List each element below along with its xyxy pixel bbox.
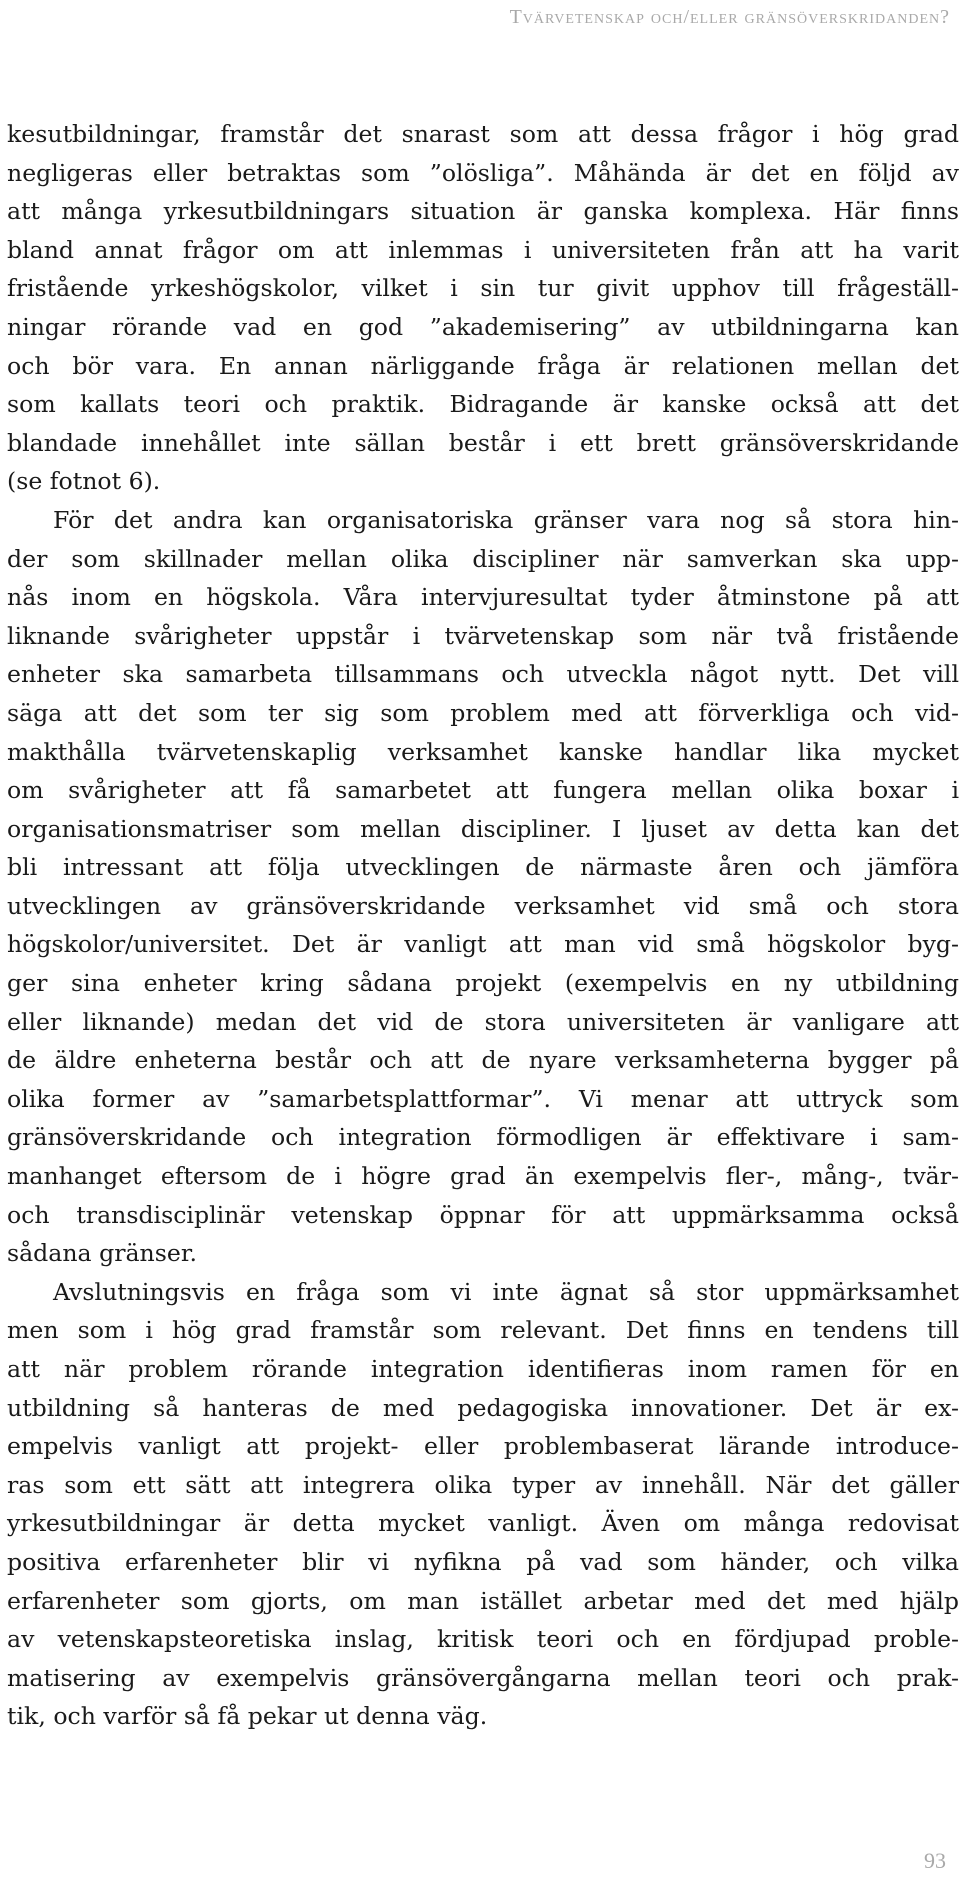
text-line: de äldre enheterna består och att de nyare verksamheterna bygger på bbox=[7, 1046, 959, 1075]
text-line: positiva erfarenheter blir vi nyfikna på vad som händer, och vilka bbox=[7, 1547, 959, 1576]
text-line: matisering av exempelvis gränsövergångarna mellan teori och prak- bbox=[7, 1663, 959, 1692]
text-line: utbildning så hanteras de med pedagogiska innovationer. Det är ex- bbox=[7, 1393, 959, 1422]
text-line: Avslutningsvis en fråga som vi inte ägnat så stor uppmärksamhet bbox=[53, 1277, 959, 1306]
text-line: (se fotnot 6). bbox=[7, 467, 161, 496]
text-line: högskolor/universitet. Det är vanligt att man vid små högskolor byg- bbox=[7, 930, 959, 959]
text-line: fristående yrkeshögskolor, vilket i sin tur givit upphov till frågeställ- bbox=[7, 274, 959, 303]
body-text bbox=[7, 115, 959, 1736]
text-line: som kallats teori och praktik. Bidragande är kanske också att det bbox=[7, 390, 959, 419]
text-line: utvecklingen av gränsöverskridande verksamhet vid små och stora bbox=[7, 891, 959, 920]
text-line: gränsöverskridande och integration förmodligen är effektivare i sam- bbox=[7, 1123, 959, 1152]
text-line: och bör vara. En annan närliggande fråga är relationen mellan det bbox=[7, 351, 959, 380]
text-line: eller liknande) medan det vid de stora universiteten är vanligare att bbox=[7, 1007, 959, 1036]
running-head: Tvärvetenskap och/eller gränsöverskridanden? bbox=[509, 6, 950, 28]
text-line: makthålla tvärvetenskaplig verksamhet kanske handlar lika mycket bbox=[7, 737, 959, 766]
text-line: liknande svårigheter uppstår i tvärvetenskap som när två fristående bbox=[7, 621, 959, 650]
text-line: yrkesutbildningar är detta mycket vanligt. Även om många redovisat bbox=[7, 1509, 959, 1538]
page-number: 93 bbox=[924, 1848, 946, 1873]
text-line: att många yrkesutbildningars situation är ganska komplexa. Här finns bbox=[7, 197, 959, 226]
text-line: erfarenheter som gjorts, om man istället arbetar med det med hjälp bbox=[7, 1586, 959, 1615]
text-line: säga att det som ter sig som problem med att förverkliga och vid- bbox=[7, 698, 959, 727]
text-line: ger sina enheter kring sådana projekt (exempelvis en ny utbildning bbox=[7, 969, 959, 998]
paragraph bbox=[7, 501, 959, 1273]
text-line: nås inom en högskola. Våra intervjuresultat tyder åtminstone på att bbox=[7, 583, 959, 612]
text-line: empelvis vanligt att projekt- eller problembaserat lärande introduce- bbox=[7, 1432, 959, 1461]
text-line: bland annat frågor om att inlemmas i universiteten från att ha varit bbox=[7, 235, 959, 264]
text-line: olika former av ”samarbetsplattformar”. Vi menar att uttryck som bbox=[7, 1084, 959, 1113]
text-line: om svårigheter att få samarbetet att fungera mellan olika boxar i bbox=[7, 776, 959, 805]
text-line: och transdisciplinär vetenskap öppnar för att uppmärksamma också bbox=[7, 1200, 959, 1229]
text-line: ras som ett sätt att integrera olika typer av innehåll. När det gäller bbox=[7, 1470, 959, 1499]
text-line: kesutbildningar, framstår det snarast som att dessa frågor i hög grad bbox=[7, 120, 959, 148]
text-line: enheter ska samarbeta tillsammans och utveckla något nytt. Det vill bbox=[7, 660, 959, 689]
text-line: negligeras eller betraktas som ”olösliga”. Måhända är det en följd av bbox=[7, 158, 959, 187]
text-line: av vetenskapsteoretiska inslag, kritisk teori och en fördjupad proble- bbox=[7, 1625, 959, 1654]
text-line: att när problem rörande integration identifieras inom ramen för en bbox=[7, 1355, 959, 1383]
text-line: tik, och varför så få pekar ut denna väg. bbox=[7, 1702, 488, 1731]
text-line: sådana gränser. bbox=[7, 1239, 198, 1268]
text-line: ningar rörande vad en god ”akademisering” av utbildningarna kan bbox=[7, 312, 959, 341]
paragraph bbox=[7, 115, 959, 501]
text-line: men som i hög grad framstår som relevant. Det finns en tendens till bbox=[7, 1316, 959, 1345]
text-line: manhanget eftersom de i högre grad än exempelvis fler-, mång-, tvär- bbox=[7, 1162, 959, 1191]
text-line: blandade innehållet inte sällan består i ett brett gränsöverskridande bbox=[7, 428, 959, 457]
text-line: der som skillnader mellan olika discipliner när samverkan ska upp- bbox=[7, 544, 959, 573]
text-line: För det andra kan organisatoriska gränser vara nog så stora hin- bbox=[53, 505, 959, 534]
paragraph bbox=[7, 1273, 959, 1736]
text-line: bli intressant att följa utvecklingen de närmaste åren och jämföra bbox=[7, 853, 959, 882]
text-line: organisationsmatriser som mellan discipliner. I ljuset av detta kan det bbox=[7, 814, 959, 843]
